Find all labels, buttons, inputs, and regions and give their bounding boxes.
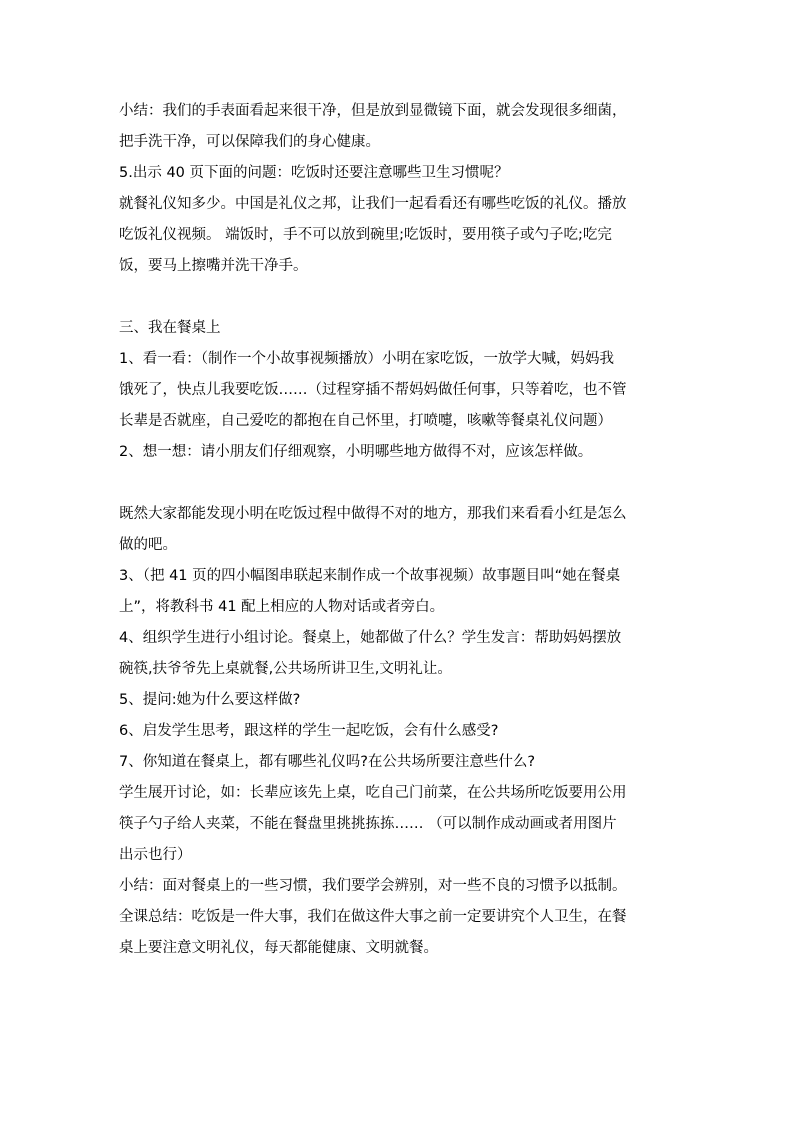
text-line: 5.出示 40 页下面的问题：吃饭时还要注意哪些卫生习惯呢？ (119, 165, 509, 181)
text-line: 上”，将教科书 41 配上相应的人物对话或者旁白。 (119, 599, 445, 615)
text-line: 全课总结：吃饭是一件大事，我们在做这件大事之前一定要讲究个人卫生，在餐 (119, 909, 627, 925)
text-line: 2、想一想：请小朋友们仔细观察，小明哪些地方做得不对，应该怎样做。 (119, 444, 593, 460)
text-line: 筷子勺子给人夹菜，不能在餐盘里挑挑拣拣…… （可以制作成动画或者用图片 (119, 816, 617, 832)
text-line: 1、看一看：（制作一个小故事视频播放）小明在家吃饭，一放学大喊，妈妈我 (119, 351, 614, 367)
section-heading: 三、我在餐桌上 (119, 320, 221, 336)
blank-line (119, 282, 679, 313)
text-line: 既然大家都能发现小明在吃饭过程中做得不对的地方，那我们来看看小红是怎么 (119, 506, 627, 522)
text-line: 桌上要注意文明礼仪，每天都能健康、文明就餐。 (119, 940, 438, 956)
text-line: 碗筷,扶爷爷先上桌就餐,公共场所讲卫生,文明礼让。 (119, 661, 452, 677)
text-line: 4、组织学生进行小组讨论。餐桌上，她都做了什么？学生发言：帮助妈妈摆放 (119, 630, 622, 646)
text-line: 7、你知道在餐桌上，都有哪些礼仪吗?在公共场所要注意些什么? (119, 754, 536, 770)
text-line: 做的吧。 (119, 537, 177, 553)
blank-line (119, 468, 679, 499)
text-line: 吃饭礼仪视频。 端饭时，手不可以放到碗里;吃饭时，要用筷子或勺子吃;吃完 (119, 227, 612, 243)
text-line: 就餐礼仪知多少。中国是礼仪之邦，让我们一起看看还有哪些吃饭的礼仪。播放 (119, 196, 627, 212)
text-line: 6、启发学生思考，跟这样的学生一起吃饭，会有什么感受? (119, 723, 499, 739)
text-line: 小结：我们的手表面看起来很干净，但是放到显微镜下面，就会发现很多细菌， (119, 103, 627, 119)
text-line: 5、提问:她为什么要这样做? (119, 692, 301, 708)
text-line: 3、（把 41 页的四小幅图串联起来制作成一个故事视频）故事题目叫“她在餐桌 (119, 568, 621, 584)
text-line: 饿死了，快点儿我要吃饭……（过程穿插不帮妈妈做任何事，只等着吃，也不管 (119, 382, 627, 398)
text-line: 小结：面对餐桌上的一些习惯，我们要学会辨别，对一些不良的习惯予以抵制。 (119, 878, 627, 894)
document-body (119, 96, 679, 964)
text-line: 把手洗干净，可以保障我们的身心健康。 (119, 134, 380, 150)
text-line: 出示也行） (119, 847, 192, 863)
text-line: 学生展开讨论，如：长辈应该先上桌，吃自己门前菜，在公共场所吃饭要用公用 (119, 785, 627, 801)
text-line: 长辈是否就座，自己爱吃的都抱在自己怀里，打喷嚏，咳嗽等餐桌礼仪问题） (119, 413, 612, 429)
text-line: 饭，要马上擦嘴并洗干净手。 (119, 258, 308, 274)
